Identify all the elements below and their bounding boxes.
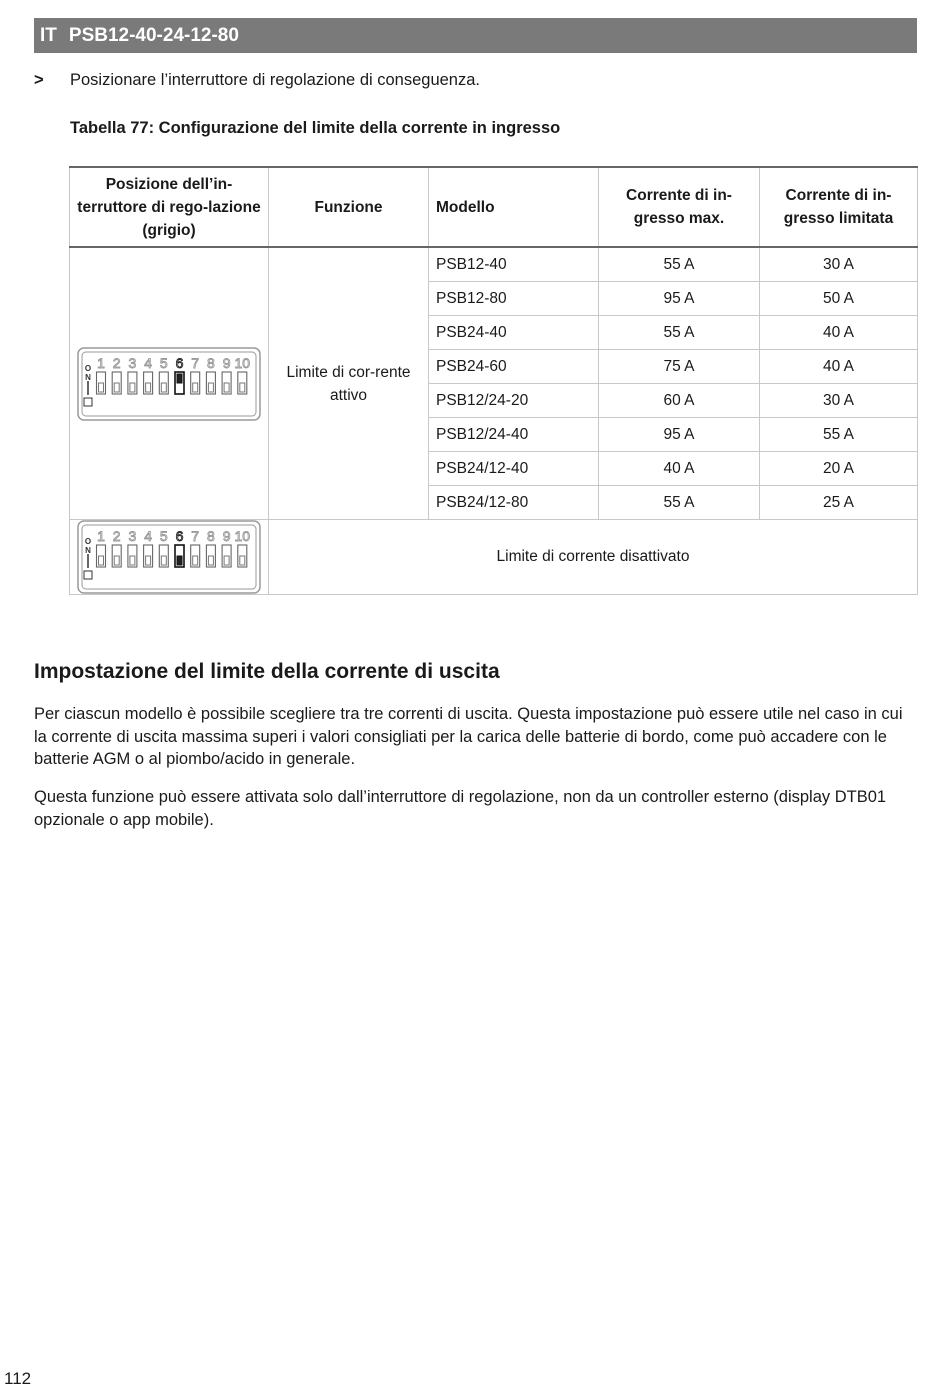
dip-number-label: 4: [144, 354, 152, 371]
dip-switch-disabled-icon: [77, 520, 261, 594]
dip-switch-knob: [114, 556, 119, 565]
header-model: Modello: [429, 167, 599, 247]
dip-switch-knob: [240, 383, 245, 392]
dip-switch-knob: [193, 556, 198, 565]
cell-model: PSB24/12-80: [429, 486, 599, 520]
dip-number-label: 8: [207, 354, 215, 371]
header-function: Funzione: [269, 167, 429, 247]
dip-number-label: 6: [175, 528, 184, 544]
language-code: IT: [40, 24, 57, 46]
dip-on-label: N: [85, 546, 91, 555]
dip-switch-knob: [99, 383, 104, 392]
dip-switch-knob: [208, 556, 213, 565]
dip-switch-knob: [146, 556, 151, 565]
dip-off-marker: [84, 571, 92, 579]
cell-model: PSB24/12-40: [429, 452, 599, 486]
config-table: [69, 166, 918, 595]
section-paragraph-2: Questa funzione può essere attivata solo dall’interruttore di regolazione, non da un controller esterno (display DTB01 opzionale o app mobile).: [34, 788, 887, 829]
step-marker: >: [34, 71, 44, 89]
dip-switch-knob: [240, 556, 245, 565]
function-disabled: Limite di corrente disattivato: [269, 520, 918, 595]
cell-model: PSB12-80: [429, 282, 599, 316]
table-row-disabled: [70, 520, 918, 595]
page-number: 112: [4, 1369, 32, 1388]
dip-switch-knob: [193, 383, 198, 392]
dip-number-label: 4: [144, 528, 152, 544]
dip-number-label: 9: [222, 528, 231, 544]
dip-switch-knob: [146, 383, 151, 392]
dip-on-label: O: [84, 537, 92, 546]
cell-max-current: 95 A: [599, 418, 760, 452]
table-row: [70, 247, 918, 282]
dip-number-label: 3: [128, 528, 137, 544]
dip-switch-knob: [208, 383, 213, 392]
cell-limited-current: 50 A: [760, 282, 918, 316]
cell-limited-current: 40 A: [760, 350, 918, 384]
cell-max-current: 55 A: [599, 316, 760, 350]
cell-max-current: 95 A: [599, 282, 760, 316]
dip-number-label: 6: [175, 354, 184, 371]
cell-limited-current: 30 A: [760, 384, 918, 418]
cell-model: PSB12-40: [429, 247, 599, 282]
section-title: Impostazione del limite della corrente di uscita: [34, 660, 500, 683]
table-caption: Tabella 77: Configurazione del limite della corrente in ingresso: [70, 119, 561, 137]
instruction-step: [34, 71, 480, 90]
cell-max-current: 55 A: [599, 486, 760, 520]
dip-switch-knob: [177, 374, 182, 383]
dip-number-label: 9: [222, 354, 231, 371]
page-header: [34, 18, 917, 53]
dip-number-label: 8: [207, 528, 215, 544]
dip-number-label: 2: [112, 354, 121, 371]
cell-max-current: 75 A: [599, 350, 760, 384]
cell-model: PSB12/24-20: [429, 384, 599, 418]
cell-limited-current: 20 A: [760, 452, 918, 486]
cell-limited-current: 55 A: [760, 418, 918, 452]
dip-number-label: 7: [191, 354, 200, 371]
dip-switch-knob: [224, 556, 229, 565]
header-max-current: Corrente di in-gresso max.: [599, 167, 760, 247]
dip-number-label: 3: [128, 354, 137, 371]
dip-on-label: N: [85, 372, 91, 382]
header-switch-position: Posizione dell’in-terruttore di rego-lazione (grigio): [70, 167, 269, 247]
dip-switch-knob: [114, 383, 119, 392]
switch-cell-active: [70, 247, 269, 520]
cell-limited-current: 40 A: [760, 316, 918, 350]
table-header-row: [70, 167, 918, 247]
dip-number-label: 5: [159, 528, 168, 544]
dip-number-label: 5: [159, 354, 168, 371]
dip-number-label: 1: [97, 528, 105, 544]
dip-number-label: 1: [97, 354, 105, 371]
dip-number-label: 7: [191, 528, 200, 544]
header-limited-current: Corrente di in-gresso limitata: [760, 167, 918, 247]
dip-number-label: 10: [234, 354, 251, 371]
dip-switch-knob: [177, 556, 182, 565]
dip-switch-knob: [99, 556, 104, 565]
dip-switch-active-icon: [77, 347, 261, 421]
dip-switch-knob: [130, 383, 135, 392]
dip-on-label: O: [84, 363, 92, 373]
dip-number-label: 2: [112, 528, 121, 544]
cell-model: PSB24-60: [429, 350, 599, 384]
function-active: Limite di cor-rente attivo: [269, 247, 429, 520]
dip-switch-knob: [130, 556, 135, 565]
section-paragraph-1: Per ciascun modello è possibile scegliere tra tre correnti di uscita. Questa impostazione può essere utile nel caso in cui la corrente di uscita massima superi i valori consigliati per la carica delle batterie di bordo, come può accadere con le batterie AGM o al piombo/acido in generale.: [34, 705, 903, 768]
model-title: PSB12-40-24-12-80: [68, 24, 239, 46]
cell-max-current: 60 A: [599, 384, 760, 418]
cell-limited-current: 25 A: [760, 486, 918, 520]
switch-cell-disabled: [70, 520, 269, 595]
cell-model: PSB12/24-40: [429, 418, 599, 452]
cell-model: PSB24-40: [429, 316, 599, 350]
dip-switch-knob: [224, 383, 229, 392]
cell-max-current: 40 A: [599, 452, 760, 486]
cell-max-current: 55 A: [599, 247, 760, 282]
step-text: Posizionare l’interruttore di regolazione di conseguenza.: [70, 71, 480, 89]
dip-switch-knob: [161, 383, 166, 392]
cell-limited-current: 30 A: [760, 247, 918, 282]
dip-switch-knob: [161, 556, 166, 565]
dip-number-label: 10: [234, 528, 251, 544]
dip-off-marker: [84, 398, 92, 406]
